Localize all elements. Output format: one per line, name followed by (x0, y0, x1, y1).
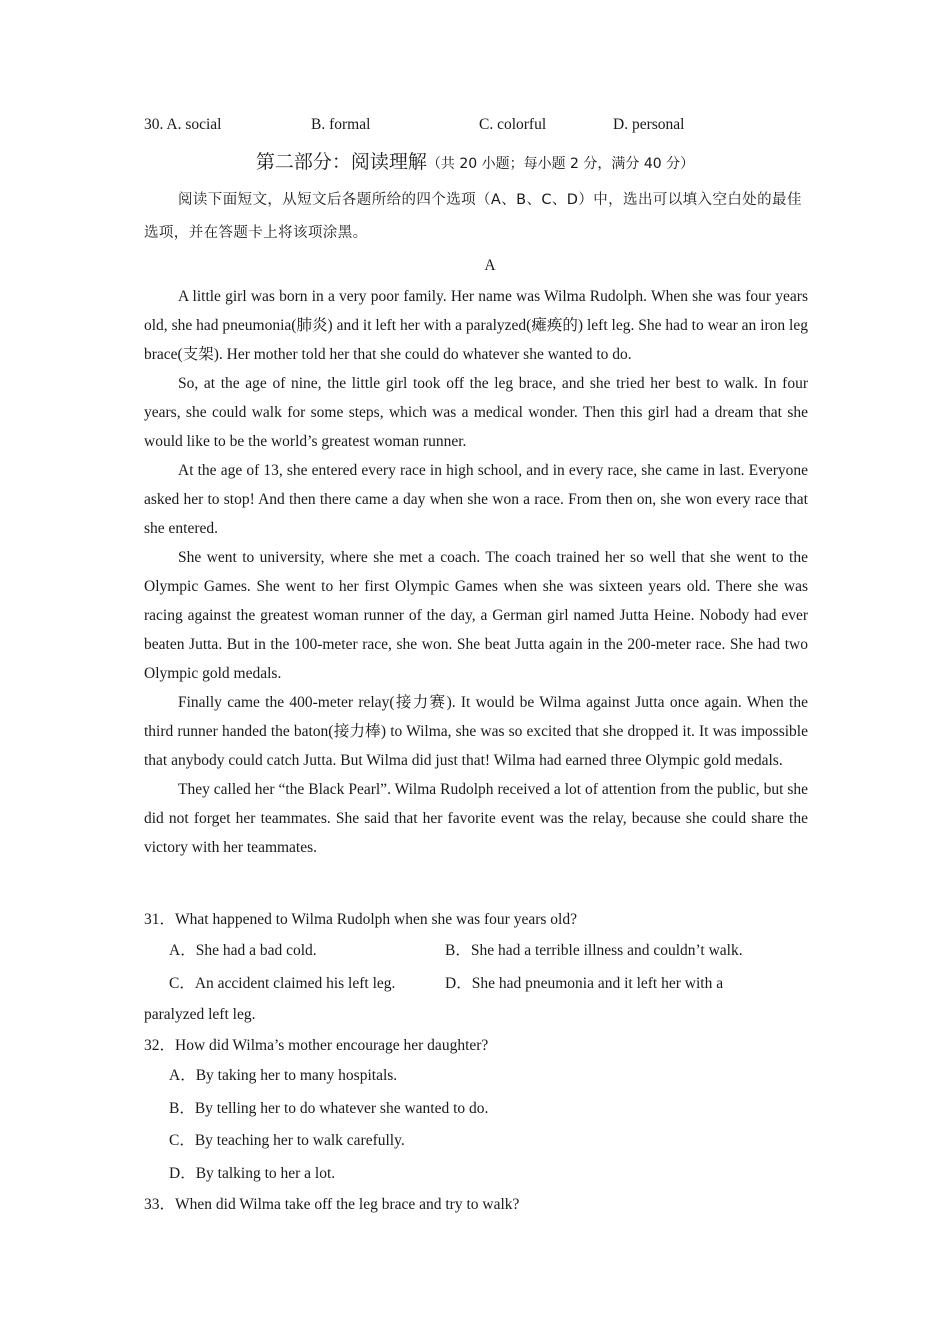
q31-option-c: C．An accident claimed his left leg. (169, 975, 396, 992)
q32-option-b: B．By telling her to do whatever she wanted to do. (169, 1099, 489, 1117)
paragraph: Finally came the 400-meter relay(接力赛). It would be Wilma against Jutta once again. When the third runner handed the baton(接力棒) to Wilma, she was so excited that she dropped it. It was impossible that anybody could catch Jutta. But Wilma did just that! Wilma had earned three Olympic gold medals. (144, 694, 808, 769)
q31-option-a: A．She had a bad cold. (169, 942, 317, 959)
section-title: 第二部分：阅读理解 (255, 151, 427, 173)
q31-option-d: D．She had pneumonia and it left her with a (445, 975, 724, 992)
q32-option-a: A．By taking her to many hospitals. (169, 1067, 398, 1084)
q31-option-b: B．She had a terrible illness and couldn’t walk. (445, 942, 743, 959)
instructions (144, 184, 808, 250)
paragraph: So, at the age of nine, the little girl took off the leg brace, and she tried her best to walk. In four years, she could walk for some steps, which was a medical wonder. Then this girl had a dream that she would like to be the world’s greatest woman runner. (144, 375, 808, 450)
question-31-options-row-1 (144, 934, 824, 967)
paragraph: At the age of 13, she entered every race in high school, and in every race, she came in last. Everyone asked her to stop! And then there came a day when she won a race. From then on, she won every race that she entered. (144, 462, 808, 537)
q30-option-c: C. colorful (479, 116, 547, 133)
question-33-stem: 33．When did Wilma take off the leg brace and try to walk? (144, 1196, 520, 1213)
question-32-stem: 32．How did Wilma’s mother encourage her daughter? (144, 1037, 489, 1054)
q32-option-c: C．By teaching her to walk carefully. (169, 1132, 405, 1149)
instructions-text: 阅读下面短文，从短文后各题所给的四个选项（A、B、C、D）中，选出可以填入空白处的最佳选项，并在答题卡上将该项涂黑。 (144, 192, 802, 241)
question-30-options (144, 116, 844, 136)
questions (144, 905, 824, 1219)
q32-option-d: D．By talking to her a lot. (169, 1164, 336, 1182)
section-heading (0, 147, 950, 174)
q30-option-b: B. formal (311, 116, 371, 133)
passage-label: A (484, 257, 496, 274)
paragraph: She went to university, where she met a coach. The coach trained her so well that she went to the Olympic Games. She went to her first Olympic Games when she was sixteen years old. There she was racing against the greatest woman runner of the day, a German girl named Jutta Heine. Nobody had ever beaten Jutta. But in the 100-meter race, she won. She beat Jutta again in the 200-meter race. She had two Olympic gold medals. (144, 549, 808, 682)
paragraph: They called her “the Black Pearl”. Wilma Rudolph received a lot of attention from the public, but she did not forget her teammates. She said that her favorite event was the relay, because she could share the victory with her teammates. (144, 781, 808, 856)
reading-passage (144, 282, 808, 862)
q31-option-d-continued: paralyzed left leg. (144, 1006, 256, 1023)
section-scoring-note: （共 20 小题；每小题 2 分，满分 40 分） (426, 156, 695, 172)
paragraph: A little girl was born in a very poor family. Her name was Wilma Rudolph. When she was four years old, she had pneumonia(肺炎) and it left her with a paralyzed(瘫痪的) left leg. She had to wear an iron leg brace(支架). Her mother told her that she could do whatever she wanted to do. (144, 288, 808, 363)
question-31-options-row-2 (144, 967, 824, 1000)
q30-option-a: 30. A. social (144, 116, 222, 133)
q30-option-d: D. personal (613, 116, 685, 133)
question-31-stem: 31．What happened to Wilma Rudolph when she was four years old? (144, 911, 577, 928)
